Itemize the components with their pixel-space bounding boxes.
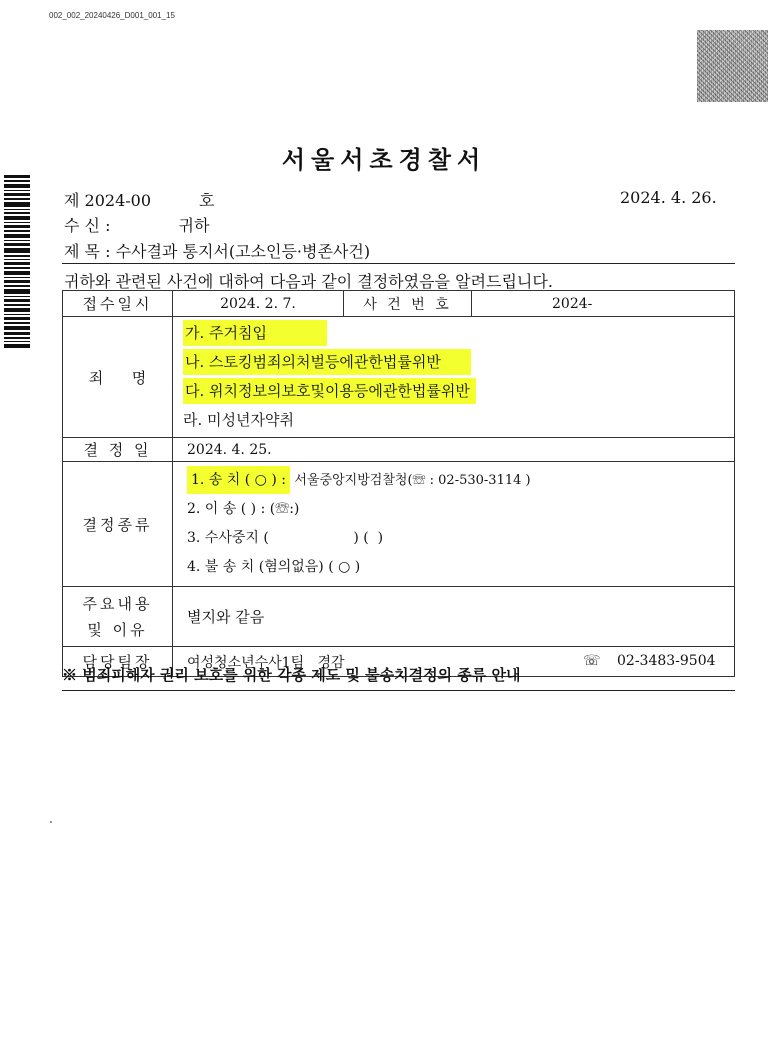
- subject: [64, 239, 370, 262]
- case-no: 2024-: [472, 291, 735, 317]
- notice-text: 귀하와 관련된 사건에 대하여 다음과 같이 결정하였음을 알려드립니다.: [64, 272, 553, 291]
- crime-item: 라. 미성년자약취: [183, 411, 294, 429]
- decision-type-label: 결정종류: [63, 462, 173, 587]
- recipient-value: 귀하: [178, 216, 210, 235]
- doc-date: 2024. 4. 26.: [620, 188, 717, 207]
- case-no-label: 사 건 번 호: [344, 291, 472, 317]
- officer-label: 담당팀장: [63, 647, 173, 677]
- decision-type-4: 4. 불 송 치 (혐의없음) ( ○ ): [187, 559, 361, 575]
- footer-note: ※ 범죄피해자 권리 보호를 위한 각종 제도 및 불송치결정의 종류 안내: [62, 666, 521, 684]
- result-table: [62, 290, 735, 677]
- doc-number: [64, 188, 215, 211]
- decision-type-2: 2. 이 송 ( ) : (☏:): [187, 501, 300, 517]
- row-crime: [63, 317, 735, 438]
- decision-type-3: 3. 수사중지 ( ) ( ): [187, 530, 384, 546]
- crime-label: 죄 명: [63, 317, 173, 438]
- reason-label: 주요내용 및 이유: [63, 587, 173, 647]
- row-receipt: [63, 291, 735, 317]
- row-decision-type: [63, 462, 735, 587]
- scan-speck: [50, 821, 52, 823]
- barcode: [4, 175, 32, 373]
- officer-team: 여성청소년수사1팀 경감: [187, 654, 345, 671]
- seal-stamp: [697, 30, 768, 102]
- phone-icon: ☏: [583, 653, 601, 669]
- recipient-label: 수 신 :: [64, 216, 111, 235]
- receipt-date-label: 접수일시: [63, 291, 173, 317]
- subject-value: 수사결과 통지서(고소인등·병존사건): [115, 242, 371, 261]
- crime-list: [173, 317, 735, 438]
- receipt-date: 2024. 2. 7.: [173, 291, 344, 317]
- decision-type-1: 1. 송 치 ( ○ ) : 서울중앙지방검찰청(☏ : 02-530-3114 ): [173, 466, 734, 495]
- decision-type-list: [173, 462, 735, 587]
- crime-item: 나. 스토킹범죄의처벌등에관한법률위반: [173, 348, 734, 377]
- officer-phone: 02-3483-9504: [617, 653, 716, 669]
- reason-value: 별지와 같음: [173, 587, 735, 647]
- recipient: [64, 213, 209, 236]
- subject-label: 제 목 :: [64, 242, 111, 261]
- row-decision-date: [63, 438, 735, 462]
- file-id: 002_002_20240426_D001_001_15: [49, 11, 175, 20]
- doc-number-value: 제 2024-00: [64, 191, 152, 210]
- footer-rule: [62, 690, 735, 691]
- row-reason: [63, 587, 735, 647]
- document-title: 서울서초경찰서: [281, 145, 487, 174]
- header-rule: [62, 263, 735, 264]
- doc-number-suffix: 호: [199, 191, 215, 210]
- crime-item: 다. 위치정보의보호및이용등에관한법률위반: [173, 377, 734, 406]
- crime-item: 가. 주거침입: [173, 319, 734, 348]
- decision-date: 2024. 4. 25.: [173, 438, 735, 462]
- decision-date-label: 결 정 일: [63, 438, 173, 462]
